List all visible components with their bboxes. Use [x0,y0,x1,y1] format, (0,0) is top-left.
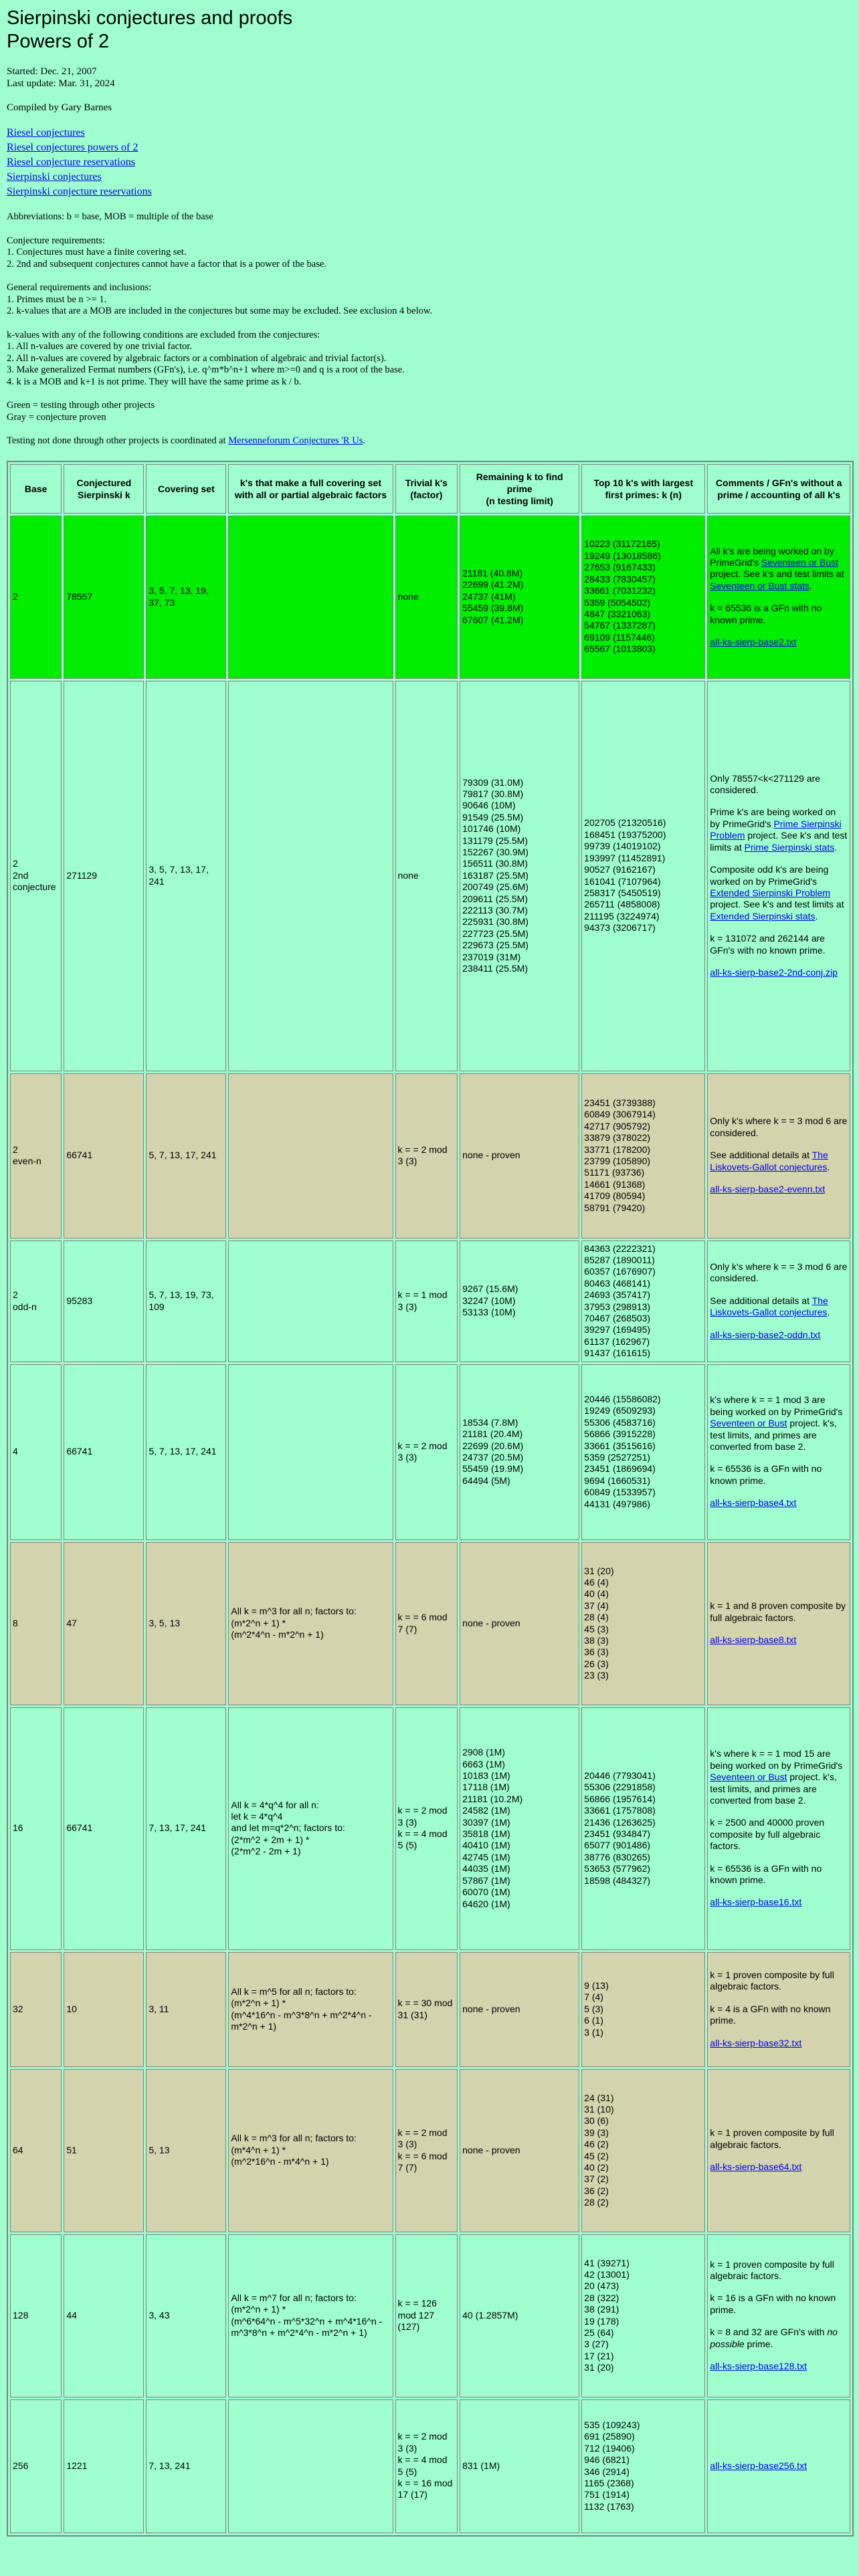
header-comments: Comments / GFn's without a prime / accounting of all k's [707,464,850,514]
comment-link[interactable]: Extended Sierpinski Problem [710,887,831,898]
cell-trivial-ks: k = = 2 mod 3 (3) k = = 6 mod 7 (7) [395,2069,458,2232]
cell-trivial-ks: k = = 6 mod 7 (7) [395,1542,458,1705]
cell-top10: 20446 (7793041) 55306 (2291858) 56866 (1957614) 33661 (1757808) 21436 (1263625) 23451 (934847) 65077 (901486) 38776 (830265) 53653 (577962) 18598 (484327) [581,1707,705,1950]
page-subtitle: Powers of 2 [7,31,110,52]
comment-text: k = 2500 and 40000 proven composite by full algebraic factors. [710,1817,825,1852]
nav-links [7,126,852,199]
exclusions-heading: k-values with any of the following conditions are excluded from the conjectures: [7,329,320,340]
link-sierpinski-conjectures[interactable]: Sierpinski conjectures [7,171,102,183]
comment-text: Only k's where k = = 3 mod 6 are considered. [710,1261,848,1284]
comment-text: Composite odd k's are being worked on by PrimeGrid's [710,864,829,887]
comment-paragraph [710,2361,848,2372]
cell-trivial-ks: none [395,516,458,679]
exclusions [7,330,852,389]
cell-conjectured-k: 44 [64,2234,144,2397]
comment-link[interactable]: all-ks-sierp-base32.txt [710,2037,802,2048]
cell-base: 128 [10,2234,62,2397]
cell-conjectured-k: 271129 [64,681,144,1071]
cell-covering-set: 5, 7, 13, 19, 73, 109 [146,1241,226,1362]
cell-base: 8 [10,1542,62,1705]
comment-text: . [827,1161,830,1172]
cell-base: 2 2nd conjecture [10,681,62,1071]
comment-text: . [834,841,838,853]
comment-link[interactable]: all-ks-sierp-base64.txt [710,2161,802,2173]
cell-algebraic-ks [228,1073,393,1239]
comment-emphasis: no possible [710,2327,838,2349]
cell-remaining-k: 831 (1M) [460,2399,579,2533]
comment-text: project. See k's and test limits at [710,830,848,853]
comment-paragraph [710,1817,848,1852]
cell-comments [707,516,850,679]
table-row [10,1241,850,1362]
header-remaining-k: Remaining k to find prime (n testing limit) [460,464,579,514]
cell-top10: 23451 (3739388) 60849 (3067914) 42717 (905792) 33879 (378022) 33771 (178200) 23799 (105890) 51171 (93736) 14661 (91368) 41709 (80594) 58791 (79420) [581,1073,705,1239]
comment-paragraph [710,1394,848,1453]
cell-comments [707,1707,850,1950]
cell-covering-set: 5, 7, 13, 17, 241 [146,1073,226,1239]
comment-text: project. k's, test limits, and primes are converted from base 2. [710,1772,837,1806]
cell-trivial-ks: k = = 2 mod 3 (3) [395,1073,458,1239]
comment-paragraph [710,1115,848,1139]
cell-covering-set: 7, 13, 241 [146,2399,226,2533]
comment-paragraph [710,2004,848,2027]
last-update-date: Last update: Mar. 31, 2024 [7,78,115,89]
cell-top10: 20446 (15586082) 19249 (6509293) 55306 (4583716) 56866 (3915228) 33661 (3515616) 5359 (2527251) 23451 (1869694) 9694 (1660531) 60849 (1533957) 44131 (497986) [581,1364,705,1540]
cell-comments [707,1241,850,1362]
comment-paragraph [710,933,848,956]
cell-covering-set: 3, 11 [146,1952,226,2067]
requirement-item: 1. Conjectures must have a finite covering set. [7,247,187,257]
comment-paragraph [710,1748,848,1806]
table-body [10,516,850,2533]
cell-algebraic-ks [228,1364,393,1540]
table-row [10,1542,850,1705]
comment-link[interactable]: all-ks-sierp-base2-evenn.txt [710,1184,826,1195]
cell-trivial-ks: k = = 126 mod 127 (127) [395,2234,458,2397]
table-row [10,1073,850,1239]
comment-text: . [815,910,818,922]
comment-link[interactable]: The Liskovets-Gallot conjectures [710,1150,828,1172]
comment-paragraph [710,1184,848,1195]
cell-trivial-ks: k = = 2 mod 3 (3) k = = 4 mod 5 (5) k = = 16 mod 17 (17) [395,2399,458,2533]
comment-text: See additional details at [710,1150,812,1161]
table-header-row [10,464,850,514]
cell-comments [707,2399,850,2533]
abbreviations: Abbreviations: b = base, MOB = multiple of the base [7,211,213,222]
comment-link[interactable]: Seventeen or Bust [710,1772,787,1783]
comment-text: k = 1 and 8 proven composite by full algebraic factors. [710,1600,846,1623]
comment-paragraph [710,2161,848,2173]
comment-paragraph [710,1463,848,1487]
cell-conjectured-k: 51 [64,2069,144,2232]
header-trivial-ks: Trivial k's (factor) [395,464,458,514]
cell-top10: 535 (109243) 691 (25890) 712 (19406) 946 (6821) 346 (2914) 1165 (2368) 751 (1914) 1132 (1763) [581,2399,705,2533]
comment-paragraph [710,2460,848,2472]
cell-top10: 202705 (21320516) 168451 (19375200) 99739 (14019102) 193997 (11452891) 90527 (9162167) 161041 (7107964) 258317 (5450519) 265711 (4858008) 211195 (3224974) 94373 (3206717) [581,681,705,1071]
comment-text: k = 16 is a GFn with no known prime. [710,2292,836,2315]
cell-algebraic-ks: All k = m^3 for all n; factors to: (m*4^n + 1) * (m^2*16^n - m*4^n + 1) [228,2069,393,2232]
cell-conjectured-k: 95283 [64,1241,144,1362]
cell-trivial-ks: k = = 1 mod 3 (3) [395,1241,458,1362]
cell-remaining-k: none - proven [460,1073,579,1239]
dates [7,66,852,90]
comment-link[interactable]: all-ks-sierp-base8.txt [710,1634,797,1646]
comment-link[interactable]: all-ks-sierp-base128.txt [710,2361,807,2372]
cell-trivial-ks: k = = 30 mod 31 (31) [395,1952,458,2067]
cell-remaining-k: none - proven [460,1542,579,1705]
comment-paragraph [710,546,848,593]
exclusion-item: 3. Make generalized Fermat numbers (GFn's), i.e. q^m*b^n+1 where m>=0 and q is a root of the base. [7,364,405,375]
cell-trivial-ks: none [395,681,458,1071]
cell-remaining-k: none - proven [460,1952,579,2067]
comment-paragraph [710,864,848,922]
cell-covering-set: 5, 13 [146,2069,226,2232]
comment-paragraph [710,2292,848,2316]
cell-conjectured-k: 10 [64,1952,144,2067]
table-row [10,2234,850,2397]
legend-gray: Gray = conjecture proven [7,411,106,423]
cell-covering-set: 3, 5, 7, 13, 17, 241 [146,681,226,1071]
comment-text: project. k's, test limits, and primes are converted from base 2. [710,1418,837,1453]
comment-paragraph [710,1863,848,1887]
cell-base: 32 [10,1952,62,2067]
cell-conjectured-k: 66741 [64,1073,144,1239]
comment-paragraph [710,967,848,978]
table-row [10,2399,850,2533]
link-riesel-reservations[interactable]: Riesel conjecture reservations [7,156,135,168]
header-conjectured-k: Conjectured Sierpinski k [64,464,144,514]
comment-text: k = 1 proven composite by full algebraic factors. [710,2127,834,2150]
comment-text: Only k's where k = = 3 mod 6 are considered. [710,1115,848,1138]
comment-paragraph [710,1497,848,1509]
comment-text: project. See k's and test limits at [710,899,844,910]
cell-trivial-ks: k = = 2 mod 3 (3) [395,1364,458,1540]
comment-link[interactable]: all-ks-sierp-base256.txt [710,2460,807,2471]
conjecture-requirements-heading: Conjecture requirements: [7,235,105,246]
table-row [10,2069,850,2232]
cell-algebraic-ks: All k = 4*q^4 for all n: let k = 4*q^4 and let m=q*2^n; factors to: (2*m^2 + 2m + 1) * (2*m^2 - 2m + 1) [228,1707,393,1950]
cell-top10: 10223 (31172165) 19249 (13018586) 27653 (9167433) 28433 (7830457) 33661 (7031232) 5359 (5054502) 4847 (3321063) 54767 (1337287) 69109 (1157446) 65567 (1013803) [581,516,705,679]
comment-paragraph [710,1897,848,1908]
cell-top10: 41 (39271) 42 (13001) 20 (473) 28 (322) 38 (291) 19 (178) 25 (64) 3 (27) 17 (21) 31 (20) [581,2234,705,2397]
cell-algebraic-ks: All k = m^7 for all n; factors to: (m*2^n + 1) * (m^6*64^n - m^5*32^n + m^4*16^n - m^3*8^n + m^2*4^n - m*2^n + 1) [228,2234,393,2397]
cell-comments [707,2234,850,2397]
comment-text: Only 78557<k<271129 are considered. [710,772,821,796]
general-requirements [7,282,852,318]
comment-text: k's where k = = 1 mod 15 are being worked on by PrimeGrid's [710,1748,843,1771]
comment-paragraph [710,603,848,626]
comment-text: k = 65536 is a GFn with no known prime. [710,603,822,625]
cell-conjectured-k: 78557 [64,516,144,679]
comment-text: k's where k = = 1 mod 3 are being worked on by PrimeGrid's [710,1394,843,1417]
cell-remaining-k: none - proven [460,2069,579,2232]
exclusion-item: 1. All n-values are covered by one trivial factor. [7,341,193,352]
comment-link[interactable]: Prime Sierpinski Problem [710,818,842,841]
cell-comments [707,1364,850,1540]
header-top10: Top 10 k's with largest first primes: k (n) [581,464,705,514]
comment-link[interactable]: Prime Sierpinski stats [744,841,835,853]
comment-text: k = 131072 and 262144 are GFn's with no known prime. [710,933,826,956]
cell-comments [707,681,850,1071]
comment-text: k = 1 proven composite by full algebraic factors. [710,1969,834,1992]
cell-top10: 84363 (2222321) 85287 (1890011) 60357 (1676907) 80463 (468141) 24693 (357417) 37953 (298913) 70467 (268503) 39297 (169495) 61137 (162967) 91437 (161615) [581,1241,705,1362]
comment-paragraph [710,2259,848,2282]
comment-paragraph [710,1295,848,1319]
table-row [10,1364,850,1540]
cell-base: 64 [10,2069,62,2232]
cell-remaining-k: 2908 (1M) 6663 (1M) 10183 (1M) 17118 (1M) 21181 (10.2M) 24582 (1M) 30397 (1M) 35818 (1M) 40410 (1M) 42745 (1M) 44035 (1M) 57867 (1M) 60070 (1M) 64620 (1M) [460,1707,579,1950]
comment-link[interactable]: The Liskovets-Gallot conjectures [710,1295,828,1318]
cell-conjectured-k: 47 [64,1542,144,1705]
cell-algebraic-ks: All k = m^3 for all n; factors to: (m*2^n + 1) * (m^2*4^n - m*2^n + 1) [228,1542,393,1705]
exclusion-item: 4. k is a MOB and k+1 is not prime. They will have the same prime as k / b. [7,376,302,387]
comment-paragraph [710,2327,848,2350]
comment-paragraph [710,807,848,853]
page-title: Sierpinski conjectures and proofs [7,7,293,29]
general-requirements-heading: General requirements and inclusions: [7,282,152,293]
cell-algebraic-ks: All k = m^5 for all n; factors to: (m*2^n + 1) * (m^4*16^n - m^3*8^n + m^2*4^n - m*2^n + 1) [228,1952,393,2067]
comment-text: project. See k's and test limits at [710,568,844,580]
conjectures-table [7,461,854,2537]
comment-paragraph [710,1329,848,1341]
compiled-by: Compiled by Gary Barnes [7,102,112,113]
cell-algebraic-ks [228,1241,393,1362]
cell-conjectured-k: 1221 [64,2399,144,2533]
comment-text: . [809,580,812,591]
comment-text: Prime k's are being worked on by PrimeGrid's [710,807,836,829]
comment-text: . [827,1307,830,1318]
table-row [10,1707,850,1950]
cell-base: 16 [10,1707,62,1950]
cell-comments [707,1952,850,2067]
cell-remaining-k: 40 (1.2857M) [460,2234,579,2397]
cell-comments [707,2069,850,2232]
comment-link[interactable]: Seventeen or Bust [761,556,839,568]
table-row [10,681,850,1071]
cell-covering-set: 5, 7, 13, 17, 241 [146,1364,226,1540]
comment-paragraph [710,1150,848,1173]
cell-base: 2 even-n [10,1073,62,1239]
cell-covering-set: 7, 13, 17, 241 [146,1707,226,1950]
cell-trivial-ks: k = = 2 mod 3 (3) k = = 4 mod 5 (5) [395,1707,458,1950]
comment-paragraph [710,1600,848,1624]
exclusion-item: 2. All n-values are covered by algebraic factors or a combination of algebraic and trivial factor(s). [7,352,387,364]
comment-link[interactable]: Seventeen or Bust stats [710,580,809,591]
cell-base: 256 [10,2399,62,2533]
link-conjectures-r-us[interactable]: Mersenneforum Conjectures 'R Us [228,435,363,446]
requirement-item: 1. Primes must be n >= 1. [7,294,107,305]
link-riesel-powers-of-2[interactable]: Riesel conjectures powers of 2 [7,142,138,153]
cell-comments [707,1542,850,1705]
comment-text: All k's are being worked on by PrimeGrid's [710,545,834,568]
requirement-item: 2. k-values that are a MOB are included in the conjectures but some may be excluded. See exclusion 4 below. [7,306,433,316]
comment-paragraph [710,1261,848,1285]
color-legend [7,400,852,423]
cell-covering-set: 3, 43 [146,2234,226,2397]
header-base: Base [10,464,62,514]
cell-remaining-k: 18534 (7.8M) 21181 (20.4M) 22699 (20.6M) 24737 (20.5M) 55459 (19.9M) 64494 (5M) [460,1364,579,1540]
cell-top10: 24 (31) 31 (10) 30 (6) 39 (3) 46 (2) 45 (2) 40 (2) 37 (2) 36 (2) 28 (2) [581,2069,705,2232]
comment-link[interactable]: Extended Sierpinski stats [710,910,816,922]
comment-paragraph [710,2038,848,2049]
comment-text: prime. [744,2338,773,2349]
comment-link[interactable]: Seventeen or Bust [710,1418,787,1429]
cell-remaining-k: 21181 (40.8M) 22699 (41.2M) 24737 (41M) 55459 (39.8M) 67607 (41.2M) [460,516,579,679]
comment-link[interactable]: all-ks-sierp-base2-oddn.txt [710,1329,821,1340]
cell-conjectured-k: 66741 [64,1364,144,1540]
comment-text: k = 4 is a GFn with no known prime. [710,2003,831,2026]
cell-algebraic-ks [228,681,393,1071]
cell-base: 4 [10,1364,62,1540]
comment-paragraph [710,773,848,796]
cell-conjectured-k: 66741 [64,1707,144,1950]
comment-link[interactable]: all-ks-sierp-base2-2nd-conj.zip [710,966,838,978]
comment-paragraph [710,2127,848,2151]
conjecture-requirements [7,235,852,271]
cell-comments [707,1073,850,1239]
comment-text: k = 8 and 32 are GFn's with [710,2327,828,2338]
comment-text: See additional details at [710,1295,812,1306]
comment-text: k = 65536 is a GFn with no known prime. [710,1463,822,1486]
cell-top10: 9 (13) 7 (4) 5 (3) 6 (1) 3 (1) [581,1952,705,2067]
cell-remaining-k: 9267 (15.6M) 32247 (10M) 53133 (10M) [460,1241,579,1362]
cell-base: 2 [10,516,62,679]
header-covering-set: Covering set [146,464,226,514]
table-row [10,1952,850,2067]
comment-text: k = 1 proven composite by full algebraic factors. [710,2258,834,2282]
comment-paragraph [710,637,848,648]
comment-link[interactable]: all-ks-sierp-base16.txt [710,1897,802,1908]
header-algebraic-ks: k's that make a full covering set with all or partial algebraic factors [228,464,393,514]
comment-paragraph [710,1969,848,1993]
cell-algebraic-ks [228,2399,393,2533]
testing-note-text: Testing not done through other projects is coordinated at [7,435,229,446]
testing-note [7,435,852,447]
comment-link[interactable]: all-ks-sierp-base2.txt [710,637,797,648]
cell-top10: 31 (20) 46 (4) 40 (4) 37 (4) 28 (4) 45 (3) 38 (3) 36 (3) 26 (3) 23 (3) [581,1542,705,1705]
comment-link[interactable]: all-ks-sierp-base4.txt [710,1497,797,1509]
legend-green: Green = testing through other projects [7,400,155,411]
started-date: Started: Dec. 21, 2007 [7,66,97,77]
cell-base: 2 odd-n [10,1241,62,1362]
cell-covering-set: 3, 5, 13 [146,1542,226,1705]
link-riesel-conjectures[interactable]: Riesel conjectures [7,127,85,138]
requirement-item: 2. 2nd and subsequent conjectures cannot have a factor that is a power of the base. [7,258,326,270]
cell-algebraic-ks [228,516,393,679]
cell-remaining-k: 79309 (31.0M) 79817 (30.8M) 90646 (10M) 91549 (25.5M) 101746 (10M) 131179 (25.5M) 152267 (30.9M) 156511 (30.8M) 163187 (25.5M) 200749 (25.6M) 209611 (25.5M) 222113 (30.7M) 225931 (30.8M) 227723 (25.5M) 229673 (25.5M) 237019 (31M) 238411 (25.5M) [460,681,579,1071]
testing-note-suffix: . [363,435,365,446]
comment-text: k = 65536 is a GFn with no known prime. [710,1862,822,1885]
cell-covering-set: 3, 5, 7, 13, 19, 37, 73 [146,516,226,679]
comment-paragraph [710,1634,848,1646]
link-sierpinski-reservations[interactable]: Sierpinski conjecture reservations [7,186,152,197]
table-row [10,516,850,679]
